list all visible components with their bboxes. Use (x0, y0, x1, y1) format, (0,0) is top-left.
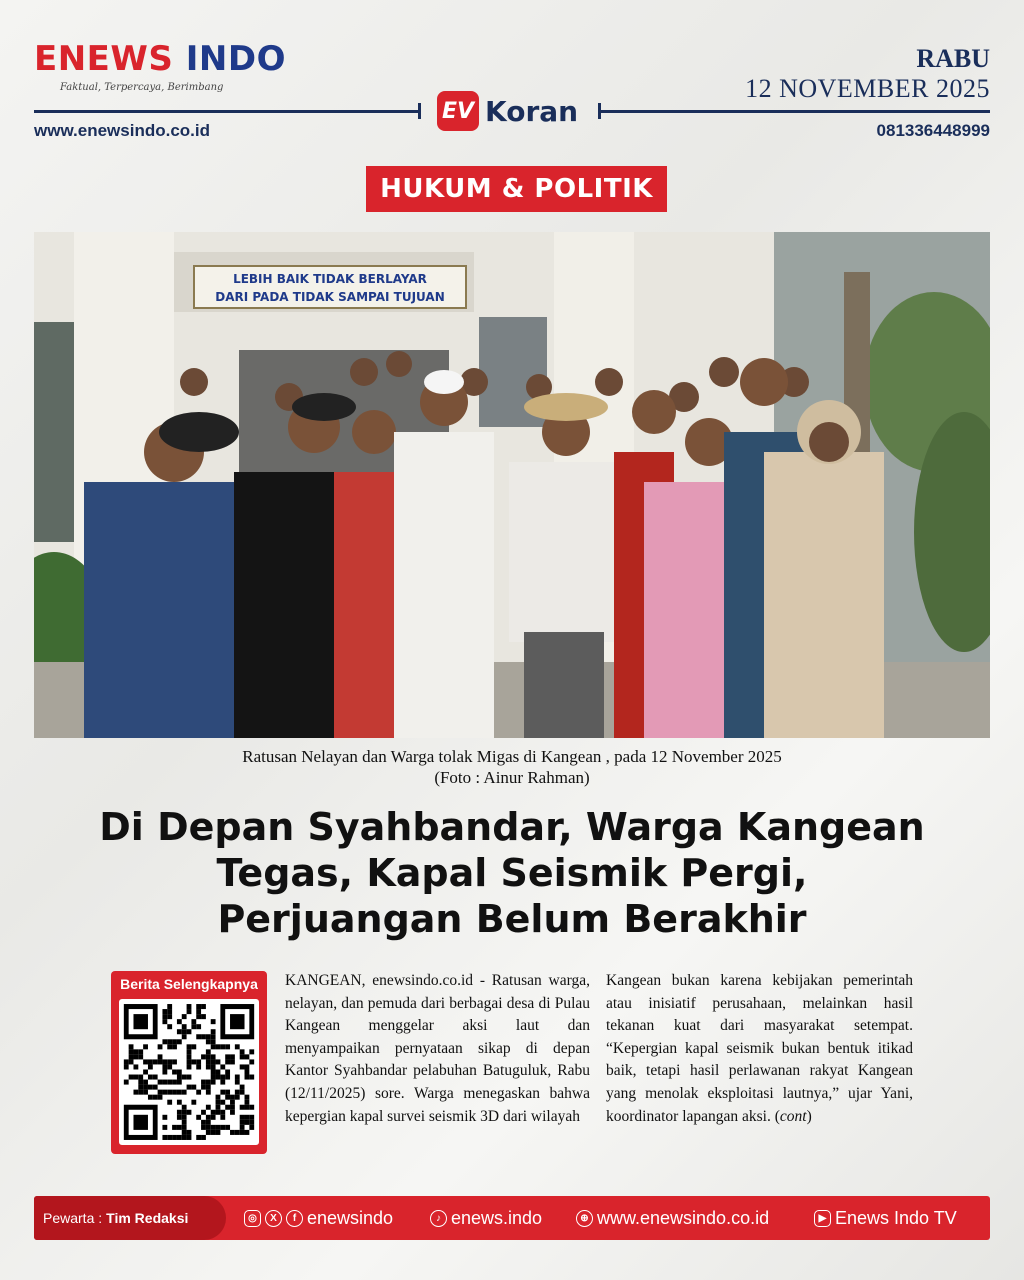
article-col2-text: Kangean bukan karena kebijakan pemerintah atau inisiatif perusahaan, melainkan hasil tekanan kuat dari masyarakat setempat. “Kepergian kapal seismik bukan bentuk itikad baik, tetapi hasil perlawanan rakyat Kangean yang menolak eksploitasi lautnya,” ujar Yani, koordinator lapangan aksi. ( (606, 972, 913, 1125)
news-photo-illustration (34, 232, 990, 738)
section-badge: HUKUM & POLITIK (366, 166, 667, 212)
globe-icon: ⊕ (576, 1210, 593, 1227)
headline (34, 804, 990, 942)
brand-part2: INDO (185, 39, 286, 79)
header-rule-right (600, 110, 990, 113)
social-main[interactable] (244, 1196, 393, 1240)
brand-part1: ENEWS (34, 39, 174, 79)
photo-banner-line2: DARI PADA TIDAK SAMPAI TUJUAN (215, 290, 445, 304)
article-column-1: KANGEAN, enewsindo.co.id - Ratusan warga, nelayan, dan pemuda dari berbagai desa di Pulau Kangean menggelar aksi laut dan menyampaikan pernyataan sikap di depan Kantor Syahbandar pelabuhan Batuguluk, Rabu (12/11/2025) sore. Warga menegaskan bahwa kepergian kapal survei seismik 3D dari wilayah (285, 972, 590, 1125)
tiktok-icon: ♪ (430, 1210, 447, 1227)
pewarta-name: Tim Redaksi (106, 1210, 189, 1226)
article-cont: cont (779, 1107, 807, 1125)
youtube-channel: Enews Indo TV (835, 1207, 957, 1228)
article-col2-end: ) (806, 1107, 812, 1125)
edition-mark (437, 89, 578, 133)
news-photo (34, 232, 990, 738)
headline-line2: Tegas, Kapal Seismik Pergi, (216, 851, 808, 895)
x-icon: X (265, 1210, 282, 1227)
pewarta (34, 1196, 226, 1240)
social-web[interactable] (576, 1196, 769, 1240)
edition-label: Koran (485, 94, 579, 128)
article-column-2 (606, 970, 913, 1128)
headline-line1: Di Depan Syahbandar, Warga Kangean (99, 805, 925, 849)
caption-credit: (Foto : Ainur Rahman) (434, 768, 590, 787)
qr-code-icon[interactable] (119, 999, 259, 1145)
ev-logo-icon: EV (437, 91, 479, 131)
youtube-icon: ▶ (814, 1210, 831, 1227)
facebook-icon: f (286, 1210, 303, 1227)
header-website[interactable]: www.enewsindo.co.id (34, 121, 211, 140)
header-rule-tick-left (418, 103, 421, 119)
qr-label: Berita Selengkapnya (120, 976, 258, 992)
social-youtube[interactable] (814, 1196, 957, 1240)
header-phone: 081336448999 (876, 121, 990, 140)
tiktok-handle: enews.indo (451, 1207, 543, 1228)
photo-caption (34, 746, 990, 788)
brand-tagline: Faktual, Terpercaya, Berimbang (60, 82, 224, 93)
issue-date: 12 NOVEMBER 2025 (745, 74, 990, 103)
pewarta-label: Pewarta : (43, 1210, 103, 1226)
caption-line1: Ratusan Nelayan dan Warga tolak Migas di Kangean , pada 12 November 2025 (242, 747, 782, 766)
qr-code-graphic (119, 999, 259, 1145)
social-handle: enewsindo (307, 1207, 394, 1228)
headline-line3: Perjuangan Belum Berakhir (217, 897, 807, 941)
header-rule-left (34, 110, 418, 113)
issue-day: RABU (916, 44, 990, 73)
header-rule-tick-right (598, 103, 601, 119)
social-tiktok[interactable] (430, 1196, 542, 1240)
instagram-icon: ◎ (244, 1210, 261, 1227)
brand-logo (34, 39, 286, 79)
footer-website: www.enewsindo.co.id (597, 1207, 770, 1228)
photo-banner-line1: LEBIH BAIK TIDAK BERLAYAR (233, 272, 427, 286)
